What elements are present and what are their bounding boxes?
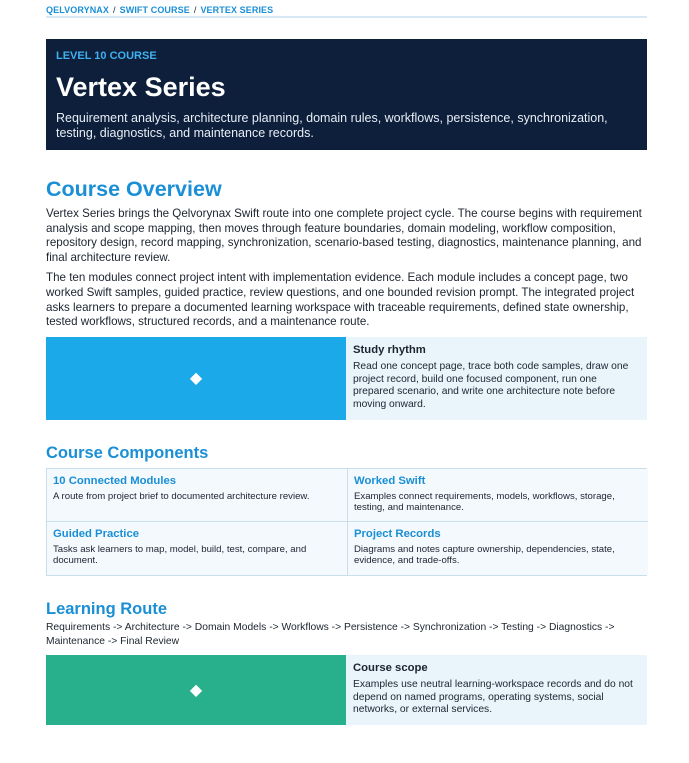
course-scope-description: Examples use neutral learning-workspace records and do not depend on named programs, operating systems, social networks, or external services. — [353, 678, 633, 716]
course-scope-callout — [46, 655, 647, 725]
learning-route-text: Requirements -> Architecture -> Domain Models -> Workflows -> Persistence -> Synchronization -> Testing -> Diagnostics -> Maintenance -> Final Review — [46, 621, 615, 647]
learning-route-heading: Learning Route — [46, 599, 168, 618]
study-rhythm-description: Read one concept page, trace both code samples, draw one project record, build one focused component, run one prepared scenario, and write one architecture note before moving onward. — [353, 360, 629, 411]
breadcrumb-item-qelvorynax[interactable]: QELVORYNAX — [46, 5, 110, 15]
component-card-title: Worked Swift — [354, 474, 426, 487]
diamond-icon: ◆ — [189, 370, 203, 388]
breadcrumb-separator: / — [193, 5, 197, 15]
overview-paragraph: Vertex Series brings the Qelvorynax Swift route into one complete project cycle. The course begins with requirement analysis and scope mapping, then moves through feature boundaries, domain modeling, workflow composition, repository design, record mapping, synchronization, scenario-based testing, diagnostics, maintenance planning, and final architecture review. — [46, 207, 642, 264]
breadcrumb-separator: / — [113, 5, 116, 15]
component-card-title: 10 Connected Modules — [53, 474, 177, 487]
study-rhythm-callout — [46, 337, 647, 420]
course-scope-title: Course scope — [353, 661, 428, 674]
course-scope-visual — [46, 655, 346, 725]
study-rhythm-visual — [46, 337, 346, 420]
breadcrumb-item-vertex-series[interactable]: VERTEX SERIES — [200, 5, 274, 15]
breadcrumb — [46, 0, 647, 18]
diamond-icon: ◆ — [189, 681, 203, 699]
component-card-text: Tasks ask learners to map, model, build, test, compare, and document. — [53, 543, 307, 567]
component-card — [47, 469, 348, 522]
component-card-text: Diagrams and notes capture ownership, dependencies, state, evidence, and trade-offs. — [354, 543, 615, 567]
components-heading: Course Components — [46, 443, 209, 462]
course-scope-text-block — [346, 655, 647, 725]
hero-banner — [46, 39, 647, 150]
course-page — [46, 0, 647, 725]
component-card-text: Examples connect requirements, models, workflows, storage, testing, and maintenance. — [354, 490, 615, 514]
breadcrumb-item-swift-course[interactable]: SWIFT COURSE — [119, 5, 190, 15]
hero-description: Requirement analysis, architecture planning, domain rules, workflows, persistence, synchronization, testing, diagnostics, and maintenance records. — [56, 111, 608, 140]
component-card-title: Guided Practice — [53, 527, 140, 540]
page-title: Vertex Series — [56, 72, 226, 102]
course-level-label: LEVEL 10 COURSE — [56, 50, 157, 62]
study-rhythm-text-block — [346, 337, 647, 420]
overview-heading: Course Overview — [46, 177, 222, 201]
overview-paragraph: The ten modules connect project intent with implementation evidence. Each module includes a concept page, two worked Swift samples, guided practice, review questions, and one bounded revision prompt. The integrated project asks learners to prepare a documented learning workspace with traceable requirements, defined state ownership, tested workflows, structured records, and a maintenance route. — [46, 271, 635, 329]
component-card — [47, 522, 348, 575]
component-card-text: A route from project brief to documented architecture review. — [53, 490, 310, 502]
component-card — [348, 469, 648, 522]
components-grid — [46, 468, 647, 576]
component-card — [348, 522, 648, 575]
study-rhythm-title: Study rhythm — [353, 343, 426, 356]
component-card-title: Project Records — [354, 527, 441, 540]
